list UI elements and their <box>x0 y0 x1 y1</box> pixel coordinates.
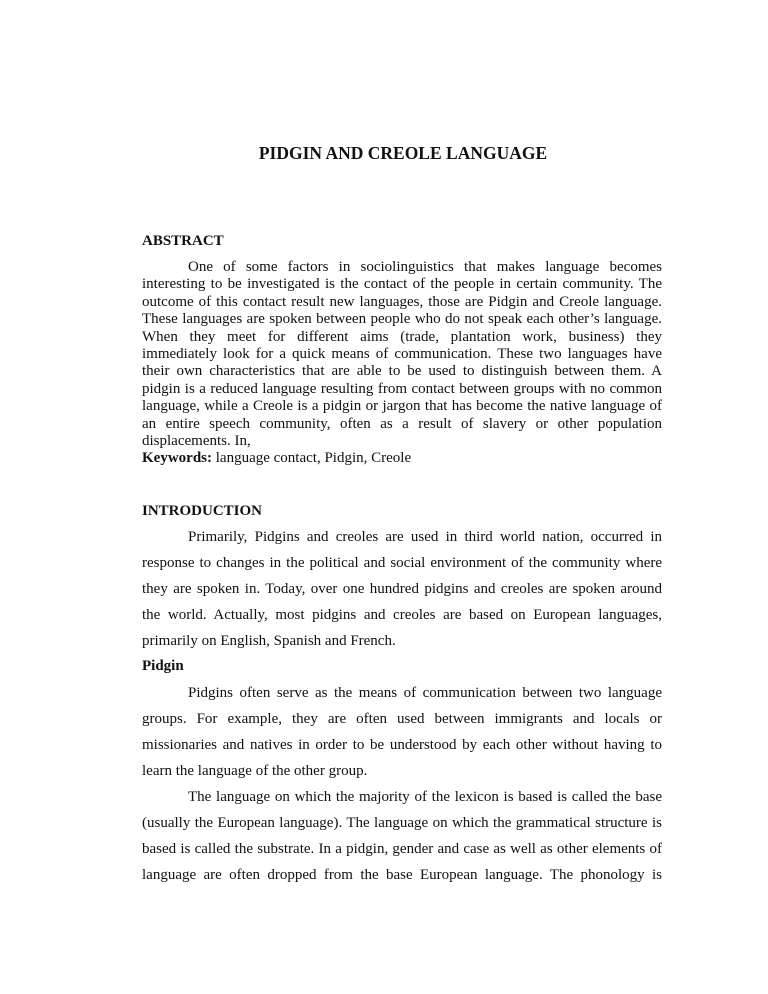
intro-line: primarily on English, Spanish and French. <box>142 633 396 649</box>
pidgin-line: The language on which the majority of the lexicon is based is called the base <box>188 789 662 805</box>
pidgin-paragraph-2 <box>142 784 662 888</box>
introduction-paragraph <box>142 524 662 654</box>
keywords-label: Keywords: <box>142 450 212 467</box>
intro-line: the world. Actually, most pidgins and creoles are based on European languages, <box>142 607 662 623</box>
intro-line: they are spoken in. Today, over one hundred pidgins and creoles are spoken around <box>142 581 662 597</box>
abstract-line: These languages are spoken between people who do not speak each other’s language. <box>142 311 662 328</box>
abstract-line: an entire speech community, often as a result of slavery or other population <box>142 415 662 432</box>
pidgin-line: missionaries and natives in order to be understood by each other without having to <box>142 737 662 753</box>
abstract-line: their own characteristics that are able to be used to distinguish between them. A <box>142 363 662 380</box>
abstract-heading: ABSTRACT <box>142 233 224 249</box>
pidgin-heading: Pidgin <box>142 658 184 674</box>
intro-line: Primarily, Pidgins and creoles are used in third world nation, occurred in <box>188 529 662 545</box>
pidgin-line: (usually the European language). The language on which the grammatical structure is <box>142 815 662 831</box>
abstract-line: interesting to be investigated is the contact of the people in certain community. The <box>142 276 662 293</box>
pidgin-line: based is called the substrate. In a pidgin, gender and case as well as other elements of <box>142 841 662 857</box>
keywords-line <box>142 450 662 467</box>
pidgin-line: Pidgins often serve as the means of communication between two language <box>188 685 662 701</box>
pidgin-paragraph-1 <box>142 680 662 784</box>
abstract-line: immediately look for a quick means of communication. These two languages have <box>142 345 662 362</box>
intro-line: response to changes in the political and social environment of the community where <box>142 555 662 571</box>
pidgin-line: groups. For example, they are often used between immigrants and locals or <box>142 711 662 727</box>
abstract-line: One of some factors in sociolinguistics that makes language becomes <box>188 259 662 275</box>
abstract-line: language, while a Creole is a pidgin or jargon that has become the native language of <box>142 398 662 415</box>
pidgin-line: learn the language of the other group. <box>142 763 368 779</box>
keywords-text: language contact, Pidgin, Creole <box>212 450 412 467</box>
document-title: PIDGIN AND CREOLE LANGUAGE <box>258 143 548 163</box>
introduction-heading: INTRODUCTION <box>142 503 263 519</box>
abstract-paragraph <box>142 259 662 468</box>
abstract-line: displacements. In, <box>142 432 251 449</box>
abstract-line: pidgin is a reduced language resulting from contact between groups with no common <box>142 380 662 397</box>
pidgin-line: language are often dropped from the base European language. The phonology is <box>142 867 662 883</box>
abstract-line: outcome of this contact result new languages, those are Pidgin and Creole language. <box>142 293 662 310</box>
abstract-line: When they meet for different aims (trade, plantation work, business) they <box>142 328 662 345</box>
